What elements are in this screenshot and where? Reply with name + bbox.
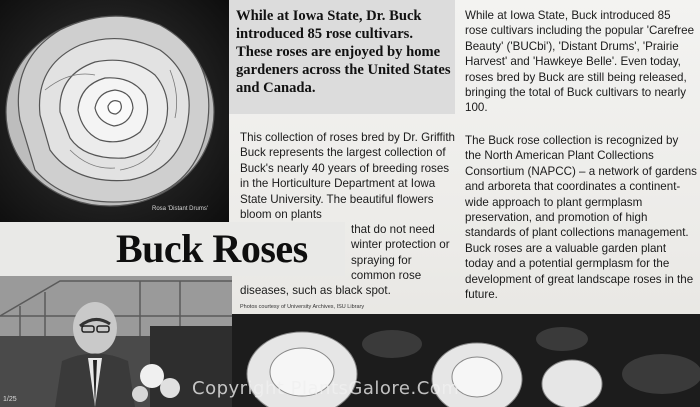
intro-heading: While at Iowa State, Dr. Buck introduced 85 rose cultivars. These roses are enjoyed by home gardeners across the United States and Canada. bbox=[236, 8, 451, 96]
copyright-watermark: Copyright PlantsGalore.Com bbox=[192, 378, 460, 399]
middle-paragraph-1: This collection of roses bred by Dr. Griffith Buck represents the largest collection of Buck's nearly 40 years of breeding roses in the Horticulture Department at Iowa State University. The beautiful flowers bloom on plants bbox=[240, 131, 455, 222]
right-paragraph-2: The Buck rose collection is recognized by the North American Plant Collections Consortium (NAPCC) – a network of gardens and arboreta that coordinates a continent-wide approach to plant germplasm preservation, and promotion of high standards of plant collections management. Buck roses are a valuable garden plant today and a potential germplasm for the development of great landscape roses in the future. bbox=[465, 134, 697, 302]
middle-paragraph-3: diseases, such as black spot. bbox=[240, 284, 391, 297]
rose-photo bbox=[0, 0, 229, 222]
middle-paragraph-2: that do not need winter protection or spraying for common rose bbox=[351, 223, 450, 283]
page-title: Buck Roses bbox=[116, 226, 308, 271]
rose-illustration bbox=[0, 0, 229, 222]
corner-mark: 1/25 bbox=[3, 396, 17, 403]
rose-caption: Rosa 'Distant Drums' bbox=[152, 206, 208, 212]
photo-credit: Photos courtesy of University Archives, ISU Library bbox=[240, 304, 365, 310]
right-paragraph-1: While at Iowa State, Buck introduced 85 rose cultivars including the popular 'Carefree Beauty' ('BUCbi'), 'Distant Drums', 'Prairie Harvest' and 'Hawkeye Belle'. Even today, roses bred by Buck are still being released, bringing the total of Buck cultivars to nearly 100. bbox=[465, 9, 695, 115]
